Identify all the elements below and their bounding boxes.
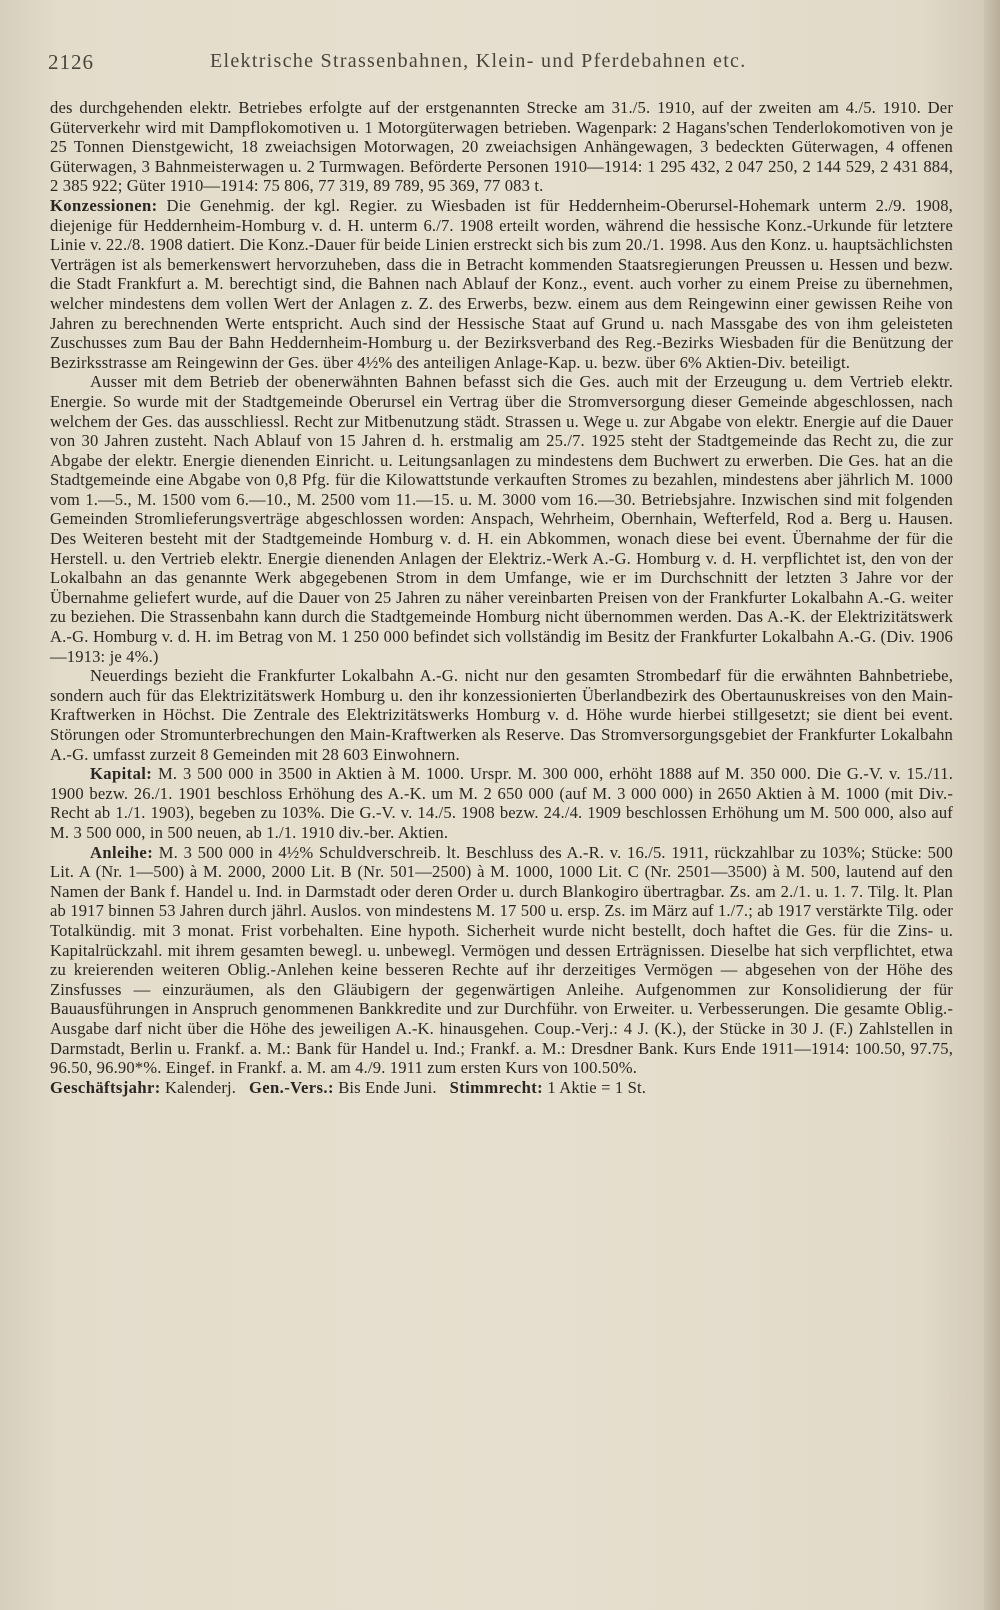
body-text (50, 98, 953, 1097)
page-header (48, 50, 953, 76)
page-number: 2126 (48, 50, 94, 74)
heading-kapital: Kapital: (90, 764, 153, 784)
text-genvers: Bis Ende Juni. (338, 1077, 437, 1097)
heading-stimmrecht: Stimmrecht: (449, 1077, 544, 1097)
heading-konzessionen: Konzessionen: (50, 195, 158, 215)
paragraph-konzessionen (50, 196, 953, 372)
text-kapital: M. 3 500 000 in 3500 in Aktien à M. 1000. Urspr. M. 300 000, erhöht 1888 auf M. 350 000. Die G.-V. v. 15./11. 1900 bezw. 26./1. 1901 beschloss Erhöhung des A.-K. um M. 2 650 000 (auf M. 3 000 000) in 2650 Aktien à M. 1000 (mit Div.-Recht ab 1./1. 1903), begeben zu 103%. Die G.-V. v. 14./5. 1908 bezw. 24./4. 1909 beschlossen Erhöhung um M. 500 000, also auf M. 3 500 000, in 500 neuen, ab 1./1. 1910 div.-ber. Aktien. (50, 764, 953, 842)
text-anleihe: M. 3 500 000 in 4½% Schuldverschreib. lt. Beschluss des A.-R. v. 16./5. 1911, rückzahlbar zu 103%; Stücke: 500 Lit. A (Nr. 1—500) à M. 2000, 2000 Lit. B (Nr. 501—2500) à M. 1000, 1000 Lit. C (Nr. 2501—3500) à M. 500, lautend auf den Namen der Bank f. Handel u. Ind. in Darmstadt oder deren Order u. durch Blankogiro übertragbar. Zs. am 2./1. u. 1. 7. Tilg. lt. Plan ab 1917 binnen 53 Jahren durch jährl. Auslos. von mindestens M. 17 500 u. ersp. Zs. im März auf 1./7.; ab 1917 verstärkte Tilg. oder Totalkündig. mit 3 monat. Frist vorbehalten. Eine hypoth. Sicherheit wurde nicht bestellt, doch haftet die Ges. für die Zins- u. Kapitalrückzahl. mit ihrem gesamten bewegl. u. unbewegl. Vermögen und dessen Erträgnissen. Dieselbe hat sich verpflichtet, etwa zu kreierenden weiteren Oblig.-Anlehen keine besseren Rechte auf ihr derzeitiges Vermögen — abgesehen von der Höhe des Zinsfusses — einzuräumen, als den Gläubigern der gegenwärtigen Anleihe. Aufgenommen zur Konsolidierung der für Bauausführungen in Anspruch genommenen Bankkredite und zur Durchführ. von Erweiter. u. Verbesserungen. Die gesamte Oblig.-Ausgabe darf nicht über die Höhe des jeweiligen A.-K. hinausgehen. Coup.-Verj.: 4 J. (K.), der Stücke in 30 J. (F.) Zahlstellen in Darmstadt, Berlin u. Frankf. a. M.: Bank für Handel u. Ind.; Frankf. a. M.: Dresdner Bank. Kurs Ende 1911—1914: 100.50, 97.75, 96.50, 96.90*%. Eingef. in Frankf. a. M. am 4./9. 1911 zum ersten Kurs von 100.50%. (50, 842, 953, 1078)
paragraph-neuerdings: Neuerdings bezieht die Frankfurter Lokalbahn A.-G. nicht nur den gesamten Strombedarf für die erwähnten Bahnbetriebe, sondern auch für das Elektrizitätswerk Homburg u. den ihr konzessionierten Überlandbezirk des Obertaunuskreises von den Main-Kraftwerken in Höchst. Die Zentrale des Elektrizitätswerks Homburg v. d. Höhe wurde hierbei stillgesetzt; sie dient bei event. Störungen oder Stromunterbrechungen den Main-Kraftwerken als Reserve. Das Stromversorgungsgebiet der Frankfurter Lokalbahn A.-G. umfasst zurzeit 8 Gemeinden mit 28 603 Einwohnern. (50, 666, 953, 764)
paragraph-kapital (50, 764, 953, 842)
text-geschaeftsjahr: Kalenderj. (165, 1077, 237, 1097)
paragraph-intro: des durchgehenden elektr. Betriebes erfolgte auf der erstgenannten Strecke am 31./5. 1910, auf der zweiten am 4./5. 1910. Der Güterverkehr wird mit Dampflokomotiven u. 1 Motorgüterwagen betrieben. Wagenpark: 2 Hagans'schen Tenderlokomotiven von je 25 Tonnen Dienstgewicht, 18 zweiachsigen Motorwagen, 20 zweiachsigen Anhängewagen, 3 bedeckten Güterwagen, 4 offenen Güterwagen, 3 Bahnmeisterwagen u. 2 Turmwagen. Beförderte Personen 1910—1914: 1 295 432, 2 047 250, 2 144 529, 2 431 884, 2 385 922; Güter 1910—1914: 75 806, 77 319, 89 789, 95 369, 77 083 t. (50, 98, 953, 196)
paragraph-energie: Ausser mit dem Betrieb der obenerwähnten Bahnen befasst sich die Ges. auch mit der Erzeugung u. dem Vertrieb elektr. Energie. So wurde mit der Stadtgemeinde Oberursel ein Vertrag über die Stromversorgung dieser Gemeinde abgeschlossen, nach welchem der Ges. das ausschliessl. Recht zur Mitbenutzung städt. Strassen u. Wege u. zur Abgabe von elektr. Energie auf die Dauer von 30 Jahren zusteht. Nach Ablauf von 15 Jahren d. h. erstmalig am 25./7. 1925 steht der Stadtgemeinde das Recht zu, die zur Abgabe der elektr. Energie dienenden Einricht. u. Leitungsanlagen zu mindestens dem Buchwert zu erwerben. Die Ges. hat an die Stadtgemeinde eine Abgabe von 0,8 Pfg. für die Kilowattstunde verkauften Stromes zu bezahlen, mindestens aber jährlich M. 1000 vom 1.—5., M. 1500 vom 6.—10., M. 2500 vom 11.—15. u. M. 3000 vom 16.—30. Betriebsjahre. Inzwischen sind mit folgenden Gemeinden Stromlieferungsverträge abgeschlossen worden: Anspach, Wehrheim, Obernhain, Wefterfeld, Rod a. Berg u. Hausen. Des Weiteren besteht mit der Stadtgemeinde Homburg v. d. H. ein Abkommen, wonach diese bei event. Übernahme der für die Herstell. u. den Vertrieb elektr. Energie dienenden Anlagen der Elektriz.-Werk A.-G. Homburg v. d. H. verpflichtet ist, den von der Lokalbahn an das genannte Werk abgegebenen Strom in dem Umfange, wie er im Durchschnitt der letzten 3 Jahre vor der Übernahme geliefert wurde, auf die Dauer von 25 Jahren zu näher vereinbarten Preisen von der Frankfurter Lokalbahn A.-G. weiter zu beziehen. Die Strassenbahn kann durch die Stadtgemeinde Homburg nicht übernommen werden. Das A.-K. der Elektrizitätswerk A.-G. Homburg v. d. H. im Betrag von M. 1 250 000 befindet sich vollständig im Besitz der Frankfurter Lokalbahn A.-G. (Div. 1906—1913: je 4%.) (50, 372, 953, 666)
paragraph-anleihe (50, 843, 953, 1078)
page-edge (984, 0, 1000, 1610)
text-konzessionen: Die Genehmig. der kgl. Regier. zu Wiesbaden ist für Heddernheim-Oberursel-Hohemark unterm 2./9. 1908, diejenige für Heddernheim-Homburg v. d. H. unterm 6./7. 1908 erteilt worden, während die hessische Konz.-Urkunde für letztere Linie v. 22./8. 1908 datiert. Die Konz.-Dauer für beide Linien erstreckt sich bis zum 20./1. 1998. Aus den Konz. u. hauptsächlichsten Verträgen ist als bemerkenswert hervorzuheben, dass die in Betracht kommenden Staatsregierungen Preussen u. Hessen und bezw. die Stadt Frankfurt a. M. berechtigt sind, die Bahnen nach Ablauf der Konz., event. auch vorher zu einem Preise zu übernehmen, welcher mindestens dem vollen Wert der Anlagen z. Z. des Erwerbs, bezw. einem aus dem Reingewinn einer gewissen Reihe von Jahren zu berechnenden Werte entspricht. Auch sind der Hessische Staat auf Grund u. nach Massgabe des von ihm geleisteten Zuschusses zum Bau der Bahn Heddernheim-Homburg u. der Bezirksverband des Reg.-Bezirks Wiesbaden für die Benützung der Bezirksstrasse am Reingewinn der Ges. über 4½% des anteiligen Anlage-Kap. u. bezw. über 6% Aktien-Div. beteiligt. (50, 195, 953, 372)
heading-anleihe: Anleihe: (90, 842, 154, 862)
heading-genvers: Gen.-Vers.: (248, 1077, 334, 1097)
running-title: Elektrische Strassenbahnen, Klein- und Pferdebahnen etc. (210, 50, 747, 72)
paragraph-footer-facts (50, 1078, 953, 1098)
heading-geschaeftsjahr: Geschäftsjahr: (50, 1077, 161, 1097)
text-stimmrecht: 1 Aktie = 1 St. (547, 1077, 647, 1097)
